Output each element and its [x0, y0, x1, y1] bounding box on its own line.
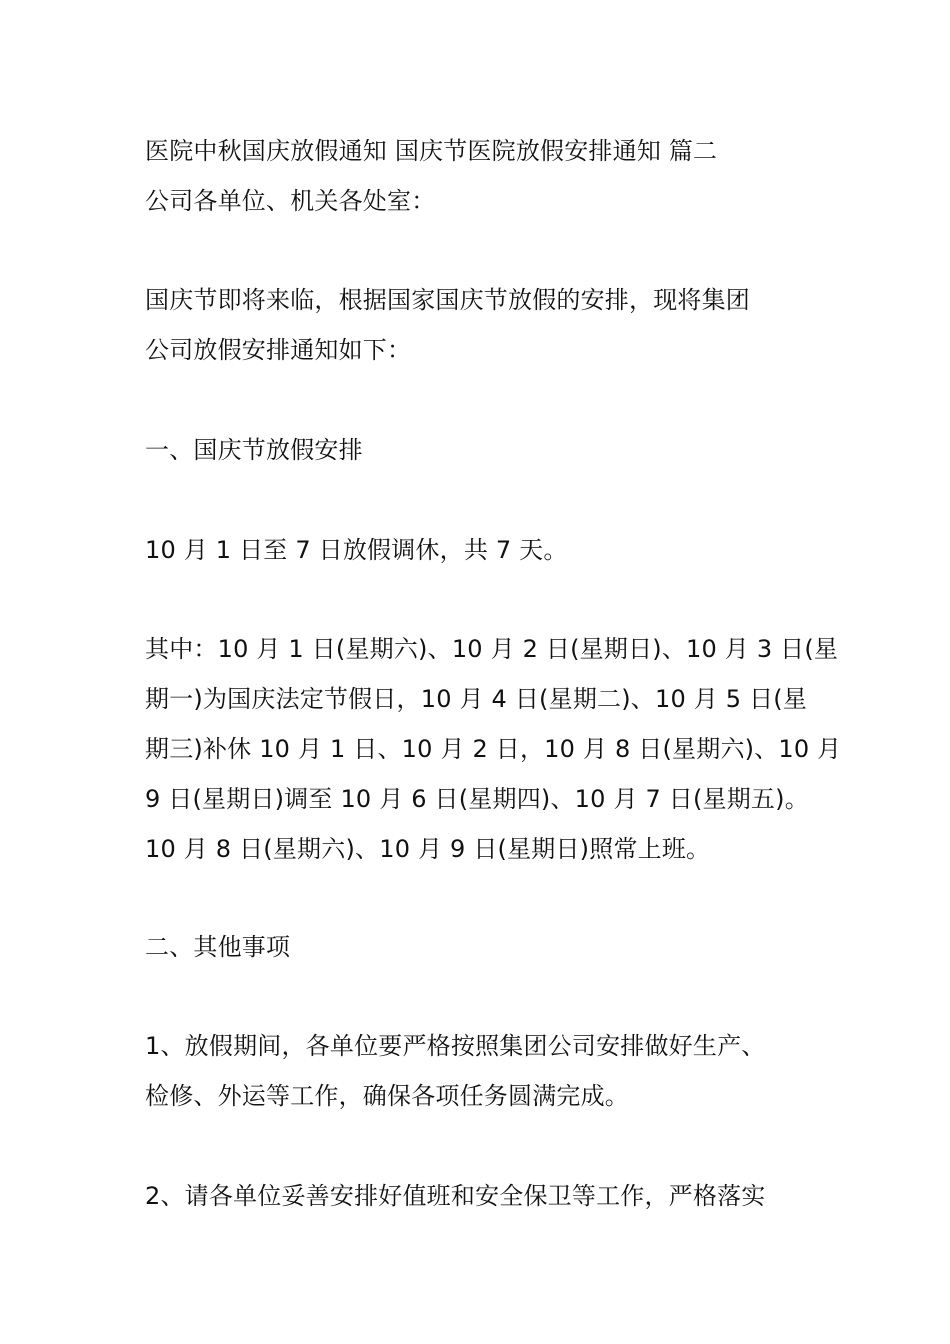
- section1-paragraph-2-line-3: 期三)补休 10 月 1 日、10 月 2 日，10 月 8 日(星期六)、10 月: [145, 735, 842, 763]
- document-title: 医院中秋国庆放假通知 国庆节医院放假安排通知 篇二: [145, 137, 718, 165]
- section1-heading: 一、国庆节放假安排: [145, 436, 363, 464]
- section1-paragraph-1: 10 月 1 日至 7 日放假调休，共 7 天。: [145, 536, 568, 564]
- section2-item2-line-1: 2、请各单位妥善安排好值班和安全保卫等工作，严格落实: [145, 1182, 766, 1210]
- salutation: 公司各单位、机关各处室：: [145, 187, 436, 215]
- section1-paragraph-2-line-2: 期一)为国庆法定节假日，10 月 4 日(星期二)、10 月 5 日(星: [145, 685, 808, 713]
- section2-heading: 二、其他事项: [145, 933, 291, 961]
- intro-line-1: 国庆节即将来临，根据国家国庆节放假的安排，现将集团: [145, 286, 750, 314]
- section1-paragraph-2-line-5: 10 月 8 日(星期六)、10 月 9 日(星期日)照常上班。: [145, 835, 711, 863]
- section1-paragraph-2-line-4: 9 日(星期日)调至 10 月 6 日(星期四)、10 月 7 日(星期五)。: [145, 785, 809, 813]
- section1-paragraph-2-line-1: 其中：10 月 1 日(星期六)、10 月 2 日(星期日)、10 月 3 日(星: [145, 635, 839, 663]
- intro-line-2: 公司放假安排通知如下：: [145, 336, 412, 364]
- section2-item1-line-1: 1、放假期间，各单位要严格按照集团公司安排做好生产、: [145, 1032, 766, 1060]
- section2-item1-line-2: 检修、外运等工作，确保各项任务圆满完成。: [145, 1082, 629, 1110]
